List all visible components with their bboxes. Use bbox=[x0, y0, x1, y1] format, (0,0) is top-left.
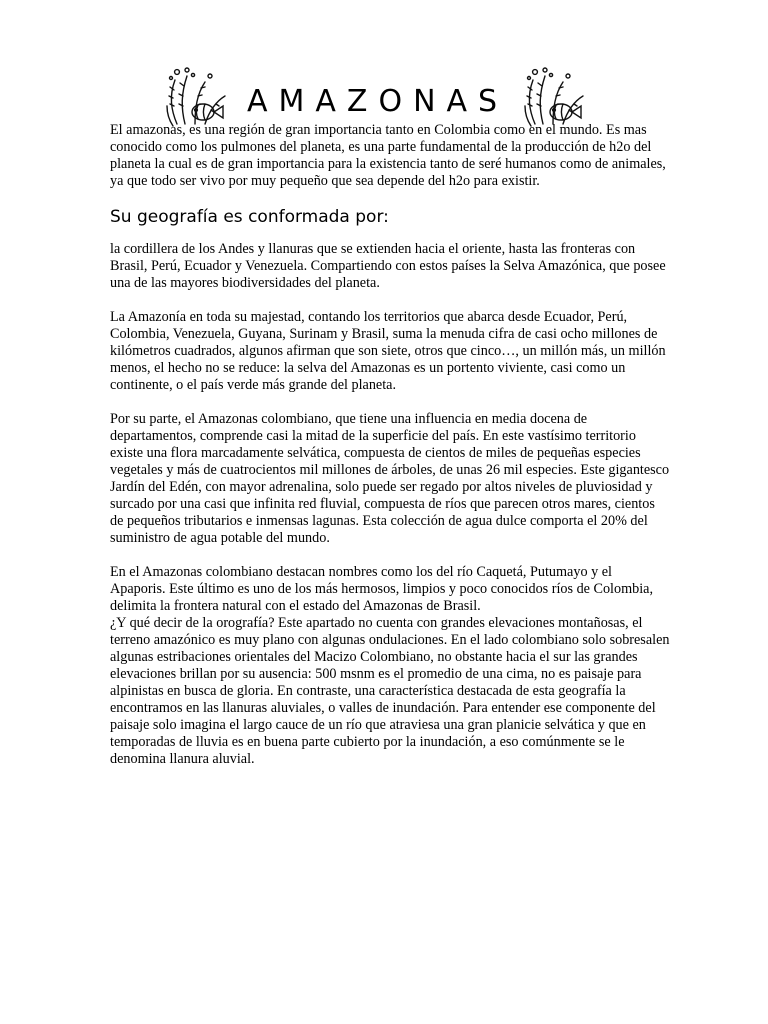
title-header bbox=[165, 66, 575, 126]
seaweed-fish-icon bbox=[165, 66, 231, 130]
body-paragraph: Por su parte, el Amazonas colombiano, que tiene una influencia en media docena de departamentos, comprende casi la mitad de la superficie del país. En este vastísimo territorio existe una flora marcadamente selvática, compuesta de cientos de miles de pequeñas especies vegetales y más de cuatrocientos mil millones de árboles, de unas 26 mil especies. Este gigantesco Jardín del Edén, con mayor adrenalina, solo puede ser regado por altos niveles de pluviosidad y surcado por una casi que infinita red fluvial, compuesta de ríos que parecen otros mares, cientos de pequeños tributarios e inmensas lagunas. Esta colección de agua dulce comporta el 20% del suministro de agua potable del mundo. bbox=[110, 411, 670, 546]
document-body bbox=[110, 122, 670, 768]
body-paragraph: En el Amazonas colombiano destacan nombres como los del río Caquetá, Putumayo y el Apaporis. Este último es uno de los más hermosos, limpios y poco conocidos ríos de Colombia, delimita la frontera natural con el estado del Amazonas de Brasil. bbox=[110, 564, 654, 614]
document-title: AMAZONAS bbox=[247, 84, 509, 119]
seaweed-fish-icon bbox=[523, 66, 589, 130]
body-paragraph: ¿Y qué decir de la orografía? Este apartado no cuenta con grandes elevaciones montañosas, el terreno amazónico es muy plano con algunas ondulaciones. En el lado colombiano solo sobresalen algunas estribaciones orientales del Macizo Colombiano, no obstante hacia el sur las grandes elevaciones brillan por su ausencia: 500 msnm es el promedio de una cima, no es paisaje para alpinistas en busca de gloria. En contraste, una característica destacada de esta geografía la encontramos en las llanuras aluviales, o valles de inundación. Para entender ese componente del paisaje solo imagina el largo cauce de un río que atraviesa una gran planicie selvática y que en temporadas de lluvia es en buena parte cubierto por la inundación, a eso comúnmente se le denomina llanura aluvial. bbox=[110, 615, 670, 767]
body-paragraph: la cordillera de los Andes y llanuras que se extienden hacia el oriente, hasta las fronteras con Brasil, Perú, Ecuador y Venezuela. Compartiendo con estos países la Selva Amazónica, que posee una de las mayores biodiversidades del planeta. bbox=[110, 241, 666, 291]
intro-paragraph: El amazonas, es una región de gran importancia tanto en Colombia como en el mundo. Es mas conocido como los pulmones del planeta, es una parte fundamental de la producción de h2o del planeta la cual es de gran importancia para la existencia tanto de seré humanos como de animales, ya que todo ser vivo por muy pequeño que sea depende del h2o para existir. bbox=[110, 122, 666, 189]
section-heading: Su geografía es conformada por: bbox=[110, 207, 389, 227]
body-paragraph: La Amazonía en toda su majestad, contando los territorios que abarca desde Ecuador, Perú, Colombia, Venezuela, Guyana, Surinam y Brasil, suma la menuda cifra de casi ocho millones de kilómetros cuadrados, algunos afirman que son siete, otros que cinco…, un millón más, un millón menos, el hecho no se reduce: la selva del Amazonas es un portento viviente, casi como un continente, o el país verde más grande del planeta. bbox=[110, 309, 666, 393]
